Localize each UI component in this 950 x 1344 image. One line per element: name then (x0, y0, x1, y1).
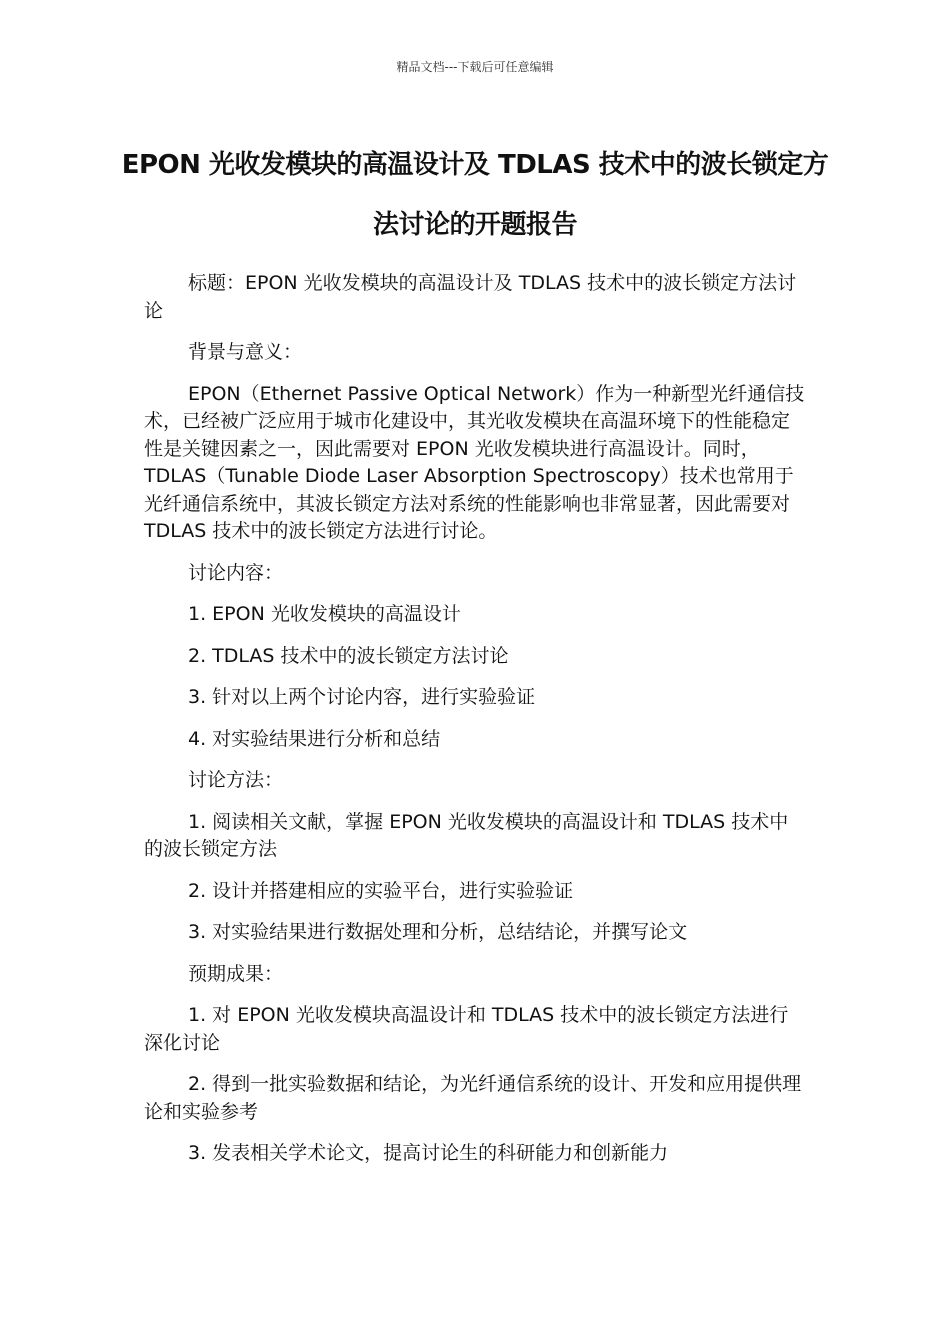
list-item: 1. 阅读相关文献，掌握 EPON 光收发模块的高温设计和 TDLAS 技术中的波长锁定方法 (144, 810, 789, 860)
heading-background: 背景与意义： (188, 341, 303, 363)
heading-content: 讨论内容： (188, 561, 284, 584)
list-item: 2. 设计并搭建相应的实验平台，进行实验验证 (188, 879, 574, 902)
list-item: 4. 对实验结果进行分析和总结 (188, 727, 441, 750)
heading-results: 预期成果： (188, 962, 284, 985)
list-item: 1. 对 EPON 光收发模块高温设计和 TDLAS 技术中的波长锁定方法进行深化讨论 (144, 1004, 789, 1054)
list-item: 3. 针对以上两个讨论内容，进行实验验证 (188, 686, 536, 708)
paragraph-title-line: 标题：EPON 光收发模块的高温设计及 TDLAS 技术中的波长锁定方法讨论 (144, 272, 797, 322)
paragraph-background: EPON（Ethernet Passive Optical Network）作为一种新型光纤通信技术，已经被广泛应用于城市化建设中，其光收发模块在高温环境下的性能稳定性是关键因素之一，因此需要对 EPON 光收发模块进行高温设计。同时，TDLAS（Tunable Diode Laser Absorption Spectroscopy）技术也常用于光纤通信系统中，其波长锁定方法对系统的性能影响也非常显著，因此需要对 TDLAS 技术中的波长锁定方法进行讨论。 (144, 382, 805, 542)
list-item: 2. 得到一批实验数据和结论，为光纤通信系统的设计、开发和应用提供理论和实验参考 (144, 1073, 802, 1123)
document-body (144, 270, 806, 1182)
list-item: 1. EPON 光收发模块的高温设计 (188, 603, 461, 625)
header-note: 精品文档---下载后可任意编辑 (396, 60, 554, 74)
list-item: 3. 发表相关学术论文，提高讨论生的科研能力和创新能力 (188, 1142, 669, 1164)
list-item: 2. TDLAS 技术中的波长锁定方法讨论 (188, 644, 509, 667)
document-title: EPON 光收发模块的高温设计及 TDLAS 技术中的波长锁定方法讨论的开题报告 (121, 150, 829, 240)
heading-method: 讨论方法： (188, 769, 284, 791)
list-item: 3. 对实验结果进行数据处理和分析，总结结论，并撰写论文 (188, 921, 688, 943)
